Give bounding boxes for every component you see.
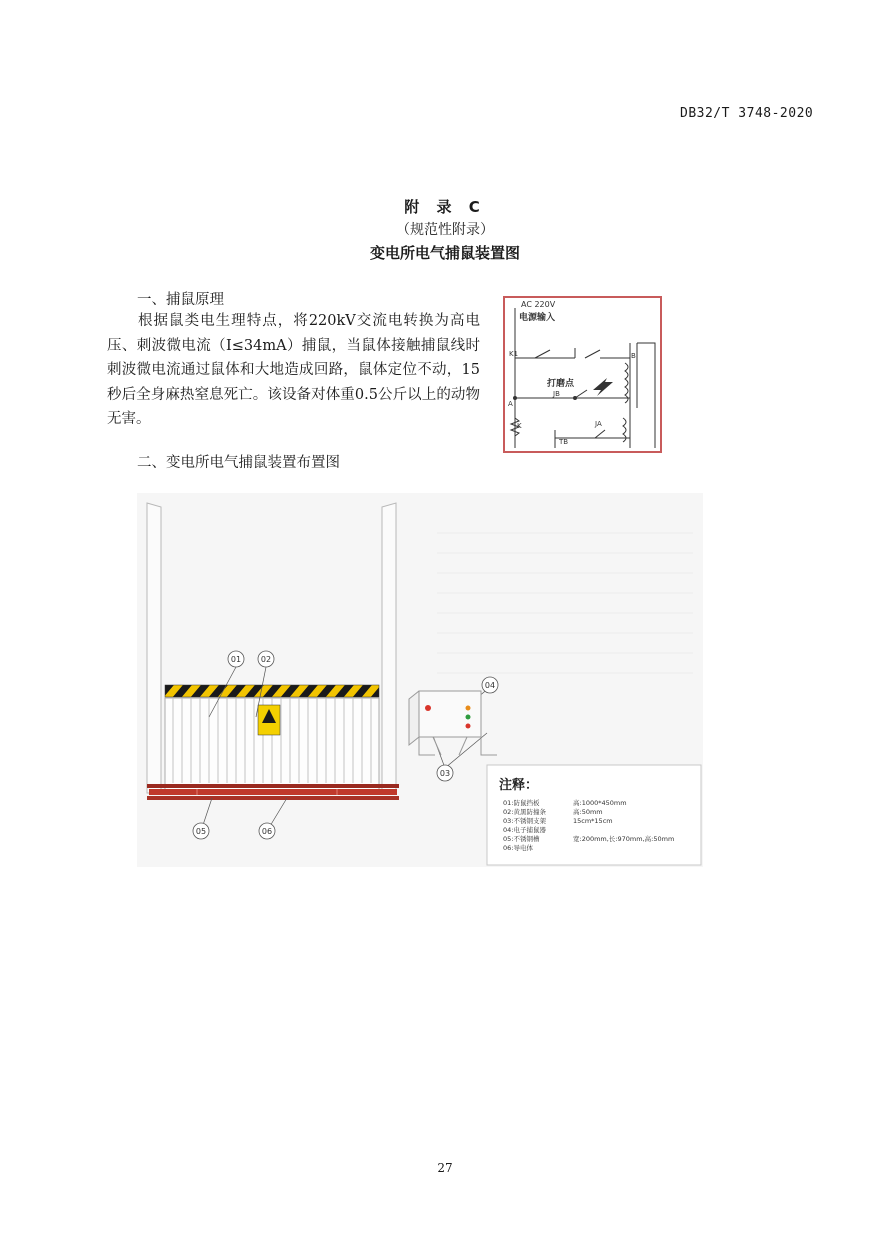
note-name-06: 06:导电体 [503,844,533,852]
note-name-01: 01:防鼠挡板 [503,799,540,807]
section-heading-principle: 一、捕鼠原理 [137,292,224,308]
circuit-k1-label: K1 [509,350,519,358]
callout-06: 06 [261,827,273,836]
note-name-02: 02:黄黑防撞条 [503,808,546,816]
note-spec-02: 高:50mm [573,808,603,816]
appendix-title: 附 录 C [404,198,486,216]
callout-04: 04 [484,681,496,690]
appendix-subtitle: （规范性附录） [396,222,494,238]
circuit-hit-point-label: 打磨点 [547,379,575,389]
circuit-b-label: B [631,352,636,360]
callout-02: 02 [260,655,272,664]
circuit-a-label: A [508,400,513,408]
callout-05: 05 [195,827,207,836]
note-spec-01: 高:1000*450mm [573,799,627,807]
note-spec-05: 宽:200mm,长:970mm,高:50mm [573,835,675,843]
circuit-tb-label: TB [559,438,569,446]
layout-diagram [137,493,703,867]
appendix-name: 变电所电气捕鼠装置图 [369,244,520,262]
principle-paragraph: 根据鼠类电生理特点，将220kV交流电转换为高电压、刺波微电流（I≤34mA）捕鼠，当鼠体接触捕鼠线时刺波微电流通过鼠体和大地造成回路，鼠体定位不动，15秒后全身麻热窒息死亡。该设备对体重0.5公斤以上的动物无害。 [107,313,480,427]
circuit-k-label: K [517,422,522,430]
callout-01: 01 [230,655,242,664]
note-name-05: 05:不锈钢槽 [503,835,540,843]
circuit-diagram [503,296,662,453]
circuit-ja-label: JA [595,420,602,428]
page-number: 27 [437,1161,453,1175]
circuit-jb-label: JB [553,390,560,398]
section-heading-layout: 二、变电所电气捕鼠装置布置图 [137,455,340,471]
note-name-03: 03:不锈钢支架 [503,817,546,825]
circuit-ac-label: AC 220V [521,300,556,309]
callout-03: 03 [439,769,451,778]
note-spec-03: 15cm*15cm [573,817,613,825]
notes-title: 注释： [499,778,539,793]
document-code: DB32/T 3748-2020 [680,106,814,121]
note-name-04: 04:电子捕鼠器 [503,826,546,834]
circuit-input-label: 电源输入 [519,313,556,323]
